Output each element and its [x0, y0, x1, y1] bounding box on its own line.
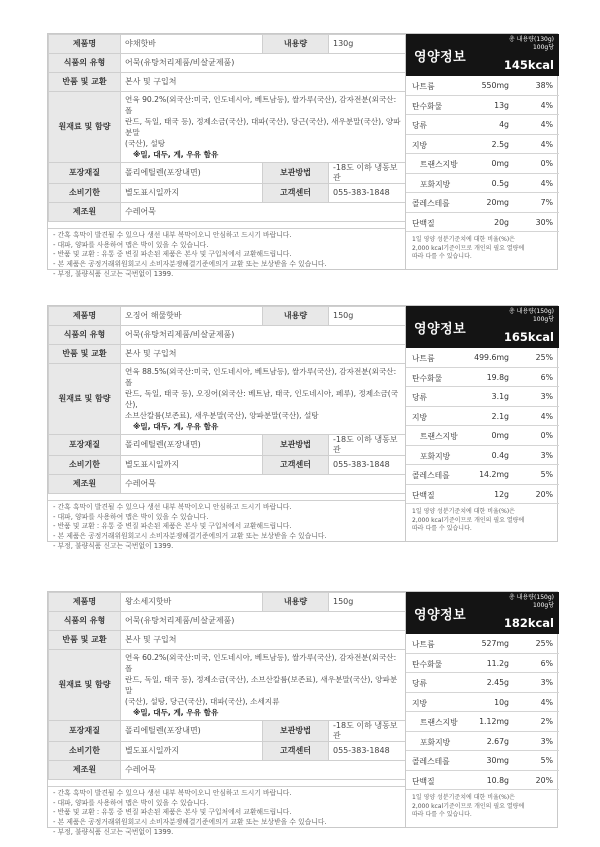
nutrient-amount: 0.5g — [491, 178, 509, 188]
nutrient-amount: 499.6mg — [474, 353, 509, 362]
nutrition-row — [406, 485, 559, 505]
product-name-header: 제품명 — [49, 35, 121, 54]
notes-section — [48, 786, 405, 836]
nutrient-name: 트랜스지방 — [420, 432, 458, 441]
nutrient-amount: 550mg — [481, 81, 509, 90]
note-line: - 본 제품은 공정거래위원회고시 소비자분쟁해결기준에의거 교환 또는 보상받을 수 있습니다. — [53, 532, 327, 541]
nutrient-amount: 11.2g — [486, 658, 509, 668]
storage-header: 보관방법 — [263, 721, 329, 742]
nutrient-name: 탄수화물 — [412, 373, 443, 383]
customer-center-header: 고객센터 — [263, 184, 329, 203]
nutrient-amount: 0mg — [491, 431, 509, 440]
return-exchange-header: 반품 및 교환 — [49, 631, 121, 650]
notes-section — [48, 228, 405, 278]
nutrient-amount: 10.8g — [486, 775, 509, 785]
food-type-header: 식품의 유형 — [49, 326, 121, 345]
ingredients-line: 연육 88.5%(외국산:미국, 인도네시아, 베트남등), 쌀가루(국산), 감자전분(외국산: 폴 — [125, 367, 397, 387]
nutrition-row — [406, 154, 559, 174]
nutrient-name: 당류 — [412, 393, 428, 402]
product-label — [47, 591, 558, 836]
nutrition-header — [406, 306, 559, 348]
notes-section — [48, 500, 405, 550]
product-label — [47, 33, 558, 278]
packaging-value: 폴리에틸렌(포장내면) — [121, 435, 263, 456]
nutrient-amount: 3.1g — [491, 392, 509, 401]
nutrition-footnote-line: 2,000 kcal기준이므로 개인의 필요 열량에 — [412, 802, 525, 810]
nutrition-row — [406, 712, 559, 732]
nutrition-footnote — [406, 504, 559, 538]
product-name-value: 오징어 해물핫바 — [121, 307, 263, 326]
packaging-header: 포장재질 — [49, 721, 121, 742]
ingredients-line: 연육 90.2%(외국산:미국, 인도네시아, 베트남등), 쌀가루(국산), 감자전분(외국산: 폴 — [125, 95, 397, 115]
nutrition-panel — [405, 592, 559, 827]
nutrition-row — [406, 213, 559, 233]
customer-center-value: 055-383-1848 — [329, 184, 406, 203]
note-line: - 반품 및 교환 : 유통 중 변질 파손된 제품은 본사 및 구입처에서 교환해드립니다. — [53, 250, 292, 259]
nutrient-name: 단백질 — [412, 776, 435, 786]
nutrition-row — [406, 348, 559, 368]
nutrient-name: 탄수화물 — [412, 101, 443, 111]
return-exchange-value: 본사 및 구입처 — [121, 631, 406, 650]
nutrient-daily-percent: 4% — [540, 120, 553, 129]
nutrient-daily-percent: 25% — [535, 639, 553, 648]
nutrition-kcal: 145kcal — [503, 58, 554, 72]
return-exchange-value: 본사 및 구입처 — [121, 345, 406, 364]
nutrition-row — [406, 673, 559, 693]
nutrient-daily-percent: 2% — [540, 717, 553, 726]
nutrition-row — [406, 115, 559, 135]
customer-center-value: 055-383-1848 — [329, 456, 406, 475]
manufacturer-value: 수레어묵 — [121, 475, 406, 494]
nutrition-footnote-line: 1일 영양 성분기준치에 대한 비율(%)은 — [412, 794, 515, 801]
nutrient-daily-percent: 25% — [535, 353, 553, 362]
nutrient-daily-percent: 3% — [540, 450, 553, 460]
manufacturer-value: 수레어묵 — [121, 761, 406, 780]
expiry-value: 별도표시일까지 — [121, 456, 263, 475]
serving-basis: 100g당 — [532, 316, 554, 324]
nutrition-row — [406, 426, 559, 446]
nutrient-name: 당류 — [412, 121, 428, 130]
ingredients-value — [121, 364, 406, 435]
nutrition-row — [406, 407, 559, 427]
nutrient-name: 콜레스테롤 — [412, 757, 450, 766]
nutrient-name: 지방 — [412, 412, 428, 422]
product-name-header: 제품명 — [49, 593, 121, 612]
nutrient-daily-percent: 0% — [540, 159, 553, 168]
nutrient-daily-percent: 4% — [540, 100, 553, 110]
nutrient-name: 탄수화물 — [412, 659, 443, 669]
nutrition-footnote-line: 1일 영양 성분기준치에 대한 비율(%)은 — [412, 236, 515, 243]
storage-header: 보관방법 — [263, 163, 329, 184]
ingredients-header: 원재료 및 함량 — [49, 364, 121, 435]
nutrient-amount: 1.12mg — [479, 717, 509, 726]
note-line: - 대파, 양파를 사용하여 맵은 박이 있을 수 있습니다. — [53, 798, 209, 807]
nutrition-serving — [509, 36, 554, 53]
nutrient-name: 콜레스테롤 — [412, 199, 450, 208]
nutrition-row — [406, 732, 559, 752]
nutrition-row — [406, 693, 559, 713]
nutrition-title: 영양정보 — [414, 608, 467, 623]
manufacturer-value: 수레어묵 — [121, 203, 406, 222]
product-info-panel — [48, 306, 405, 550]
expiry-value: 별도표시일까지 — [121, 184, 263, 203]
note-line: - 부정, 불량식품 신고는 국번없이 1399. — [53, 541, 174, 550]
nutrition-panel — [405, 34, 559, 269]
capacity-header: 내용량 — [263, 35, 329, 54]
nutrition-footnote-line: 2,000 kcal기준이므로 개인의 필요 열량에 — [412, 516, 525, 524]
note-line: - 부정, 불량식품 신고는 국번없이 1399. — [53, 269, 174, 278]
ingredients-line: 란드, 독일, 태국 등), 정제소금(국산), 대파(국산), 당근(국산), 새우분말(국산), 양파분말 — [125, 117, 401, 137]
nutrient-daily-percent: 3% — [540, 392, 553, 401]
customer-center-header: 고객센터 — [263, 742, 329, 761]
allergen-notice: ※밀, 대두, 게, 우유 함유 — [133, 150, 219, 159]
note-line: - 본 제품은 공정거래위원회고시 소비자분쟁해결기준에의거 교환 또는 보상받을 수 있습니다. — [53, 818, 327, 827]
expiry-header: 소비기한 — [49, 184, 121, 203]
nutrient-amount: 2.67g — [486, 736, 509, 746]
nutrient-amount: 2.5g — [491, 139, 509, 149]
nutrition-footnote — [406, 232, 559, 266]
note-line: - 간혹 흑막이 발견될 수 있으나 생선 내부 복막이오니 안심하고 드시기 바랍니다. — [53, 503, 292, 511]
nutrient-amount: 0.4g — [491, 450, 509, 460]
nutrient-daily-percent: 4% — [540, 411, 553, 421]
nutrient-daily-percent: 0% — [540, 431, 553, 440]
packaging-header: 포장재질 — [49, 163, 121, 184]
ingredients-line: 란드, 독일, 태국 등), 정제소금(국산), 소브산칼륨(보존료), 새우분말(국산), 양파분말 — [125, 675, 398, 695]
nutrition-kcal: 165kcal — [503, 330, 554, 344]
return-exchange-header: 반품 및 교환 — [49, 345, 121, 364]
note-line: - 반품 및 교환 : 유통 중 변질 파손된 제품은 본사 및 구입처에서 교환해드립니다. — [53, 808, 292, 817]
allergen-notice: ※밀, 대두, 게, 우유 함유 — [133, 708, 219, 717]
manufacturer-header: 제조원 — [49, 203, 121, 222]
nutrient-amount: 527mg — [481, 639, 509, 648]
nutrition-footnote-line: 1일 영양 성분기준치에 대한 비율(%)은 — [412, 508, 515, 515]
nutrition-row — [406, 174, 559, 194]
nutrient-daily-percent: 3% — [540, 736, 553, 746]
nutrient-name: 콜레스테롤 — [412, 471, 450, 480]
nutrient-daily-percent: 3% — [540, 678, 553, 687]
product-info-table — [48, 306, 406, 494]
nutrient-daily-percent: 4% — [540, 697, 553, 707]
allergen-notice: ※밀, 대두, 게, 우유 함유 — [133, 422, 219, 431]
product-name-header: 제품명 — [49, 307, 121, 326]
manufacturer-header: 제조원 — [49, 475, 121, 494]
nutrition-title: 영양정보 — [414, 322, 467, 337]
nutrition-serving — [509, 308, 554, 325]
nutrition-row — [406, 446, 559, 466]
ingredients-value — [121, 650, 406, 721]
note-line: - 간혹 흑막이 발견될 수 있으나 생선 내부 복막이오니 안심하고 드시기 바랍니다. — [53, 231, 292, 239]
storage-value: -18도 이하 냉동보관 — [329, 435, 406, 456]
food-type-value: 어묵(유탕처리제품/비살균제품) — [121, 326, 406, 345]
nutrient-name: 포화지방 — [420, 737, 451, 747]
nutrient-amount: 2.45g — [486, 678, 509, 687]
nutrient-amount: 19.8g — [486, 372, 509, 382]
nutrition-row — [406, 751, 559, 771]
note-line: - 대파, 양파를 사용하여 맵은 박이 있을 수 있습니다. — [53, 512, 209, 521]
nutrient-daily-percent: 5% — [540, 756, 553, 765]
food-type-header: 식품의 유형 — [49, 54, 121, 73]
note-line: - 대파, 양파를 사용하여 맵은 박이 있을 수 있습니다. — [53, 240, 209, 249]
note-line: - 부정, 불량식품 신고는 국번없이 1399. — [53, 827, 174, 836]
nutrient-daily-percent: 20% — [535, 775, 553, 785]
nutrient-daily-percent: 20% — [535, 489, 553, 499]
expiry-header: 소비기한 — [49, 456, 121, 475]
customer-center-value: 055-383-1848 — [329, 742, 406, 761]
ingredients-line: 소브산칼륨(보존료), 새우분말(국산), 양파분말(국산), 설탕 — [125, 411, 319, 420]
nutrition-row — [406, 135, 559, 155]
product-name-value: 왕소세지핫바 — [121, 593, 263, 612]
nutrition-panel — [405, 306, 559, 541]
nutrient-name: 트랜스지방 — [420, 160, 458, 169]
customer-center-header: 고객센터 — [263, 456, 329, 475]
expiry-value: 별도표시일까지 — [121, 742, 263, 761]
nutrient-amount: 13g — [494, 100, 509, 110]
product-info-table — [48, 34, 406, 222]
return-exchange-header: 반품 및 교환 — [49, 73, 121, 92]
nutrition-row — [406, 76, 559, 96]
nutrient-name: 단백질 — [412, 490, 435, 500]
nutrient-amount: 10g — [494, 697, 509, 707]
nutrient-daily-percent: 5% — [540, 470, 553, 479]
food-type-value: 어묵(유탕처리제품/비살균제품) — [121, 612, 406, 631]
nutrient-daily-percent: 30% — [535, 217, 553, 227]
product-info-table — [48, 592, 406, 780]
return-exchange-value: 본사 및 구입처 — [121, 73, 406, 92]
nutrition-footnote-line: 따라 다를 수 있습니다. — [412, 525, 472, 533]
nutrient-name: 포화지방 — [420, 451, 451, 461]
nutrient-amount: 20g — [494, 217, 509, 227]
nutrition-row — [406, 634, 559, 654]
manufacturer-header: 제조원 — [49, 761, 121, 780]
capacity-value: 150g — [329, 307, 406, 326]
serving-total: 총 내용량(150g) — [508, 594, 554, 601]
storage-value: -18도 이하 냉동보관 — [329, 163, 406, 184]
nutrient-name: 나트륨 — [412, 354, 435, 363]
serving-basis: 100g당 — [532, 602, 554, 610]
packaging-header: 포장재질 — [49, 435, 121, 456]
capacity-value: 130g — [329, 35, 406, 54]
ingredients-header: 원재료 및 함량 — [49, 650, 121, 721]
nutrient-amount: 0mg — [491, 159, 509, 168]
nutrient-amount: 12g — [494, 489, 509, 499]
ingredients-line: (국산), 설탕 — [125, 139, 166, 148]
nutrient-name: 나트륨 — [412, 82, 435, 91]
ingredients-header: 원재료 및 함량 — [49, 92, 121, 163]
nutrient-name: 트랜스지방 — [420, 718, 458, 727]
nutrition-title: 영양정보 — [414, 50, 467, 65]
nutrient-name: 지방 — [412, 698, 428, 708]
nutrient-amount: 4g — [499, 120, 509, 129]
serving-total: 총 내용량(130g) — [508, 36, 554, 43]
nutrient-name: 나트륨 — [412, 640, 435, 649]
capacity-header: 내용량 — [263, 307, 329, 326]
ingredients-value — [121, 92, 406, 163]
storage-header: 보관방법 — [263, 435, 329, 456]
nutrition-kcal: 182kcal — [503, 616, 554, 630]
nutrient-name: 단백질 — [412, 218, 435, 228]
nutrient-amount: 20mg — [486, 198, 509, 207]
nutrient-daily-percent: 4% — [540, 139, 553, 149]
nutrition-header — [406, 592, 559, 634]
nutrient-daily-percent: 6% — [540, 658, 553, 668]
nutrition-footnote-line: 따라 다를 수 있습니다. — [412, 811, 472, 819]
food-type-value: 어묵(유탕처리제품/비살균제품) — [121, 54, 406, 73]
note-line: - 본 제품은 공정거래위원회고시 소비자분쟁해결기준에의거 교환 또는 보상받을 수 있습니다. — [53, 260, 327, 269]
ingredients-line: (국산), 설탕, 당근(국산), 대파(국산), 소세지류 — [125, 697, 280, 706]
food-type-header: 식품의 유형 — [49, 612, 121, 631]
nutrition-row — [406, 654, 559, 674]
product-info-panel — [48, 34, 405, 278]
nutrient-daily-percent: 7% — [540, 198, 553, 207]
nutrition-serving — [509, 594, 554, 611]
nutrition-footnote-line: 따라 다를 수 있습니다. — [412, 253, 472, 261]
nutrient-amount: 14.2mg — [479, 470, 509, 479]
product-info-panel — [48, 592, 405, 836]
nutrition-footnote-line: 2,000 kcal기준이므로 개인의 필요 열량에 — [412, 244, 525, 252]
nutrient-name: 당류 — [412, 679, 428, 688]
capacity-value: 150g — [329, 593, 406, 612]
nutrition-row — [406, 771, 559, 791]
note-line: - 반품 및 교환 : 유통 중 변질 파손된 제품은 본사 및 구입처에서 교환해드립니다. — [53, 522, 292, 531]
nutrition-header — [406, 34, 559, 76]
nutrient-daily-percent: 6% — [540, 372, 553, 382]
nutrient-daily-percent: 4% — [540, 178, 553, 188]
nutrition-row — [406, 387, 559, 407]
product-name-value: 야채핫바 — [121, 35, 263, 54]
nutrition-footnote — [406, 790, 559, 824]
nutrition-row — [406, 368, 559, 388]
nutrition-row — [406, 193, 559, 213]
packaging-value: 폴리에틸렌(포장내면) — [121, 163, 263, 184]
product-label — [47, 305, 558, 550]
ingredients-line: 연육 60.2%(외국산:미국, 인도네시아, 베트남등), 쌀가루(국산), 감자전분(외국산: 폴 — [125, 653, 397, 673]
serving-total: 총 내용량(150g) — [508, 308, 554, 315]
nutrition-row — [406, 96, 559, 116]
packaging-value: 폴리에틸렌(포장내면) — [121, 721, 263, 742]
expiry-header: 소비기한 — [49, 742, 121, 761]
nutrient-name: 지방 — [412, 140, 428, 150]
capacity-header: 내용량 — [263, 593, 329, 612]
ingredients-line: 란드, 독일, 태국 등), 오징어(외국산: 베트남, 태국, 인도네시아, 페루), 정제소금(국산), — [125, 389, 399, 409]
storage-value: -18도 이하 냉동보관 — [329, 721, 406, 742]
nutrient-daily-percent: 38% — [535, 81, 553, 90]
nutrient-amount: 30mg — [486, 756, 509, 765]
nutrient-amount: 2.1g — [491, 411, 509, 421]
serving-basis: 100g당 — [532, 44, 554, 52]
note-line: - 간혹 흑막이 발견될 수 있으나 생선 내부 복막이오니 안심하고 드시기 바랍니다. — [53, 789, 292, 797]
nutrition-row — [406, 465, 559, 485]
nutrient-name: 포화지방 — [420, 179, 451, 189]
